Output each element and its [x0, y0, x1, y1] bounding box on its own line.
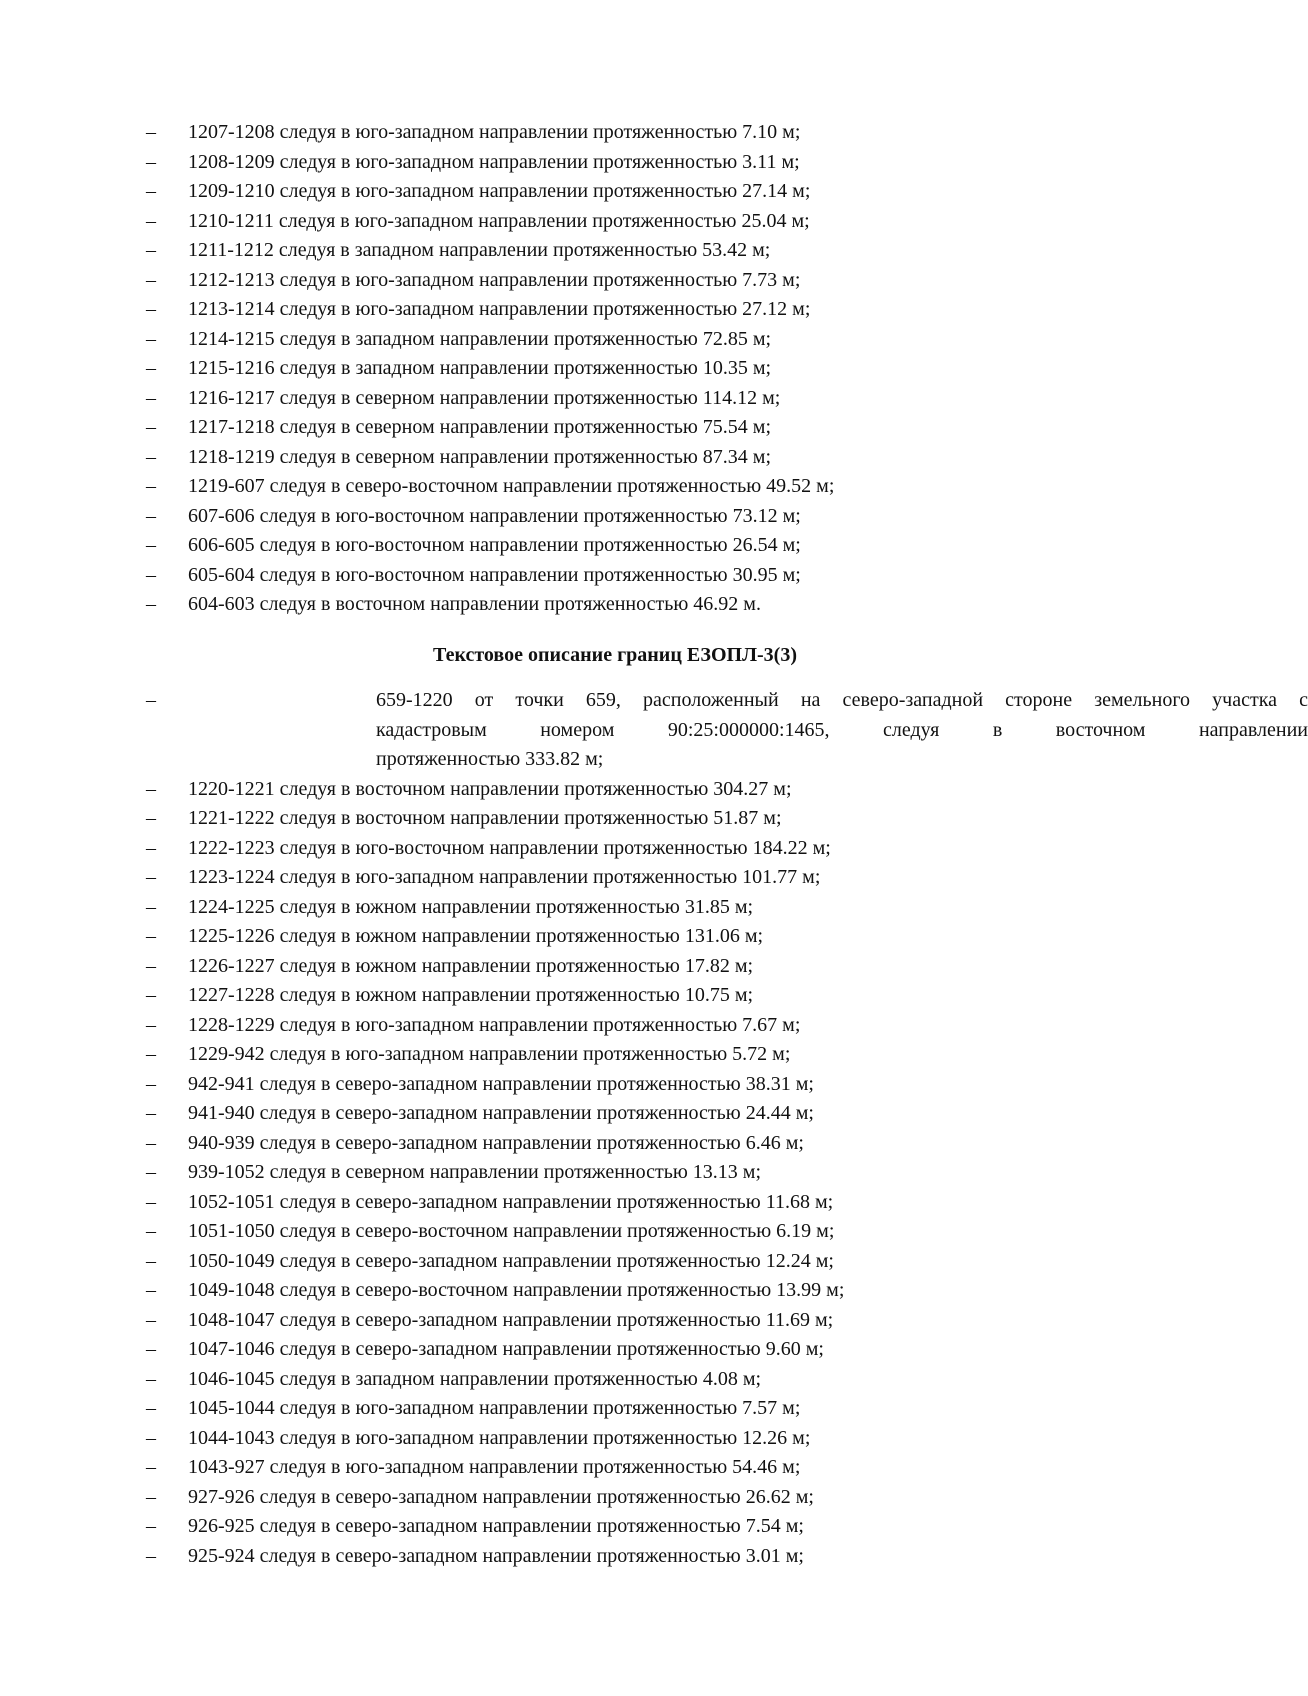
list-item-text: 1051-1050 следуя в северо-восточном направлении протяженностью 6.19 м;: [188, 1220, 835, 1242]
list-item: [0, 236, 1200, 266]
list-item: [0, 1483, 1200, 1513]
list-dash: –: [146, 445, 156, 468]
list-dash: –: [146, 268, 156, 291]
list-dash: –: [146, 209, 156, 232]
list-item-text: 1044-1043 следуя в юго-западном направлении протяженностью 12.26 м;: [188, 1426, 811, 1449]
list-dash: –: [146, 1515, 156, 1537]
list-item-text: 1213-1214 следуя в юго-западном направлении протяженностью 27.12 м;: [188, 298, 811, 320]
list-item: [0, 952, 1200, 982]
list-item-text: 925-924 следуя в северо-западном направлении протяженностью 3.01 м;: [188, 1544, 804, 1567]
list-item-text: 1212-1213 следуя в юго-западном направлении протяженностью 7.73 м;: [188, 268, 801, 291]
list-item: [0, 1217, 1200, 1247]
list-item-line: протяженностью 333.82 м;: [376, 748, 604, 770]
list-dash: –: [146, 1190, 156, 1213]
list-item: [0, 1099, 1200, 1129]
list-dash: –: [146, 1102, 156, 1124]
list-item-text: 1218-1219 следуя в северном направлении протяженностью 87.34 м;: [188, 445, 772, 468]
list-item: [0, 561, 1200, 591]
list-item: [0, 686, 1308, 775]
list-item: [0, 207, 1200, 237]
list-item-text: 941-940 следуя в северо-западном направлении протяженностью 24.44 м;: [188, 1102, 814, 1124]
list-item: [0, 295, 1200, 325]
list-item-line: кадастровым номером 90:25:000000:1465, следуя в восточном направлении: [376, 718, 1308, 741]
list-dash: –: [146, 593, 156, 615]
list-item: [0, 118, 1200, 148]
list-item: [0, 266, 1200, 296]
list-item-text: 1220-1221 следуя в восточном направлении протяженностью 304.27 м;: [188, 777, 792, 800]
list-item-text: 1047-1046 следуя в северо-западном направлении протяженностью 9.60 м;: [188, 1338, 824, 1360]
list-item: [0, 863, 1200, 893]
list-item-text: 604-603 следуя в восточном направлении протяженностью 46.92 м.: [188, 593, 761, 615]
list-item-text: 1214-1215 следуя в западном направлении протяженностью 72.85 м;: [188, 327, 772, 350]
list-item-text: 1210-1211 следуя в юго-западном направлении протяженностью 25.04 м;: [188, 209, 810, 232]
list-dash: –: [146, 357, 156, 379]
list-item: [0, 1276, 1200, 1306]
list-item-text: 1222-1223 следуя в юго-восточном направлении протяженностью 184.22 м;: [188, 836, 831, 859]
list-item-text: 1226-1227 следуя в южном направлении протяженностью 17.82 м;: [188, 954, 754, 977]
list-dash: –: [146, 1426, 156, 1449]
list-dash: –: [146, 1397, 156, 1419]
list-item: [0, 384, 1200, 414]
list-item: [0, 1306, 1200, 1336]
list-item-text: 1048-1047 следуя в северо-западном направлении протяженностью 11.69 м;: [188, 1308, 834, 1331]
list-item-text: 605-604 следуя в юго-восточном направлении протяженностью 30.95 м;: [188, 563, 801, 586]
list-dash: –: [146, 954, 156, 977]
list-dash: –: [146, 1043, 156, 1065]
section-heading: Текстовое описание границ ЕЗОПЛ-3(3): [433, 644, 797, 666]
list-dash: –: [146, 150, 156, 173]
list-item: [0, 1394, 1200, 1424]
list-item: [0, 1335, 1200, 1365]
list-item: [0, 834, 1200, 864]
list-item-text: 1208-1209 следуя в юго-западном направлении протяженностью 3.11 м;: [188, 150, 800, 173]
list-dash: –: [146, 866, 156, 888]
list-item: [0, 1542, 1200, 1572]
list-item-text: 1207-1208 следуя в юго-западном направлении протяженностью 7.10 м;: [188, 121, 801, 143]
list-item-text: 1211-1212 следуя в западном направлении протяженностью 53.42 м;: [188, 239, 771, 261]
list-item: [0, 502, 1200, 532]
list-item: [0, 472, 1200, 502]
list-dash: –: [146, 121, 156, 143]
list-dash: –: [146, 1131, 156, 1154]
list-dash: –: [146, 475, 156, 497]
boundary-list-section-2: [0, 686, 1308, 1571]
list-item-text: 1046-1045 следуя в западном направлении протяженностью 4.08 м;: [188, 1367, 762, 1390]
list-item-text: 1049-1048 следуя в северо-восточном направлении протяженностью 13.99 м;: [188, 1279, 845, 1301]
list-item-text: 1228-1229 следуя в юго-западном направлении протяженностью 7.67 м;: [188, 1013, 801, 1036]
list-item-text: 939-1052 следуя в северном направлении протяженностью 13.13 м;: [188, 1161, 762, 1183]
list-item: [0, 413, 1200, 443]
list-item: [0, 1070, 1200, 1100]
list-item: [0, 804, 1200, 834]
boundary-list-section-1: [0, 118, 1200, 620]
list-dash: –: [146, 1485, 156, 1508]
list-item-text: 1052-1051 следуя в северо-западном направлении протяженностью 11.68 м;: [188, 1190, 834, 1213]
list-item: [0, 1188, 1200, 1218]
list-dash: –: [146, 386, 156, 409]
list-item-text: 1050-1049 следуя в северо-западном направлении протяженностью 12.24 м;: [188, 1249, 834, 1272]
list-item-text: 1043-927 следуя в юго-западном направлении протяженностью 54.46 м;: [188, 1456, 801, 1478]
list-dash: –: [146, 534, 156, 556]
list-item-text: 1223-1224 следуя в юго-западном направлении протяженностью 101.77 м;: [188, 866, 821, 888]
list-item-text: 1219-607 следуя в северо-восточном направлении протяженностью 49.52 м;: [188, 475, 835, 497]
list-item: [0, 893, 1200, 923]
list-dash: –: [146, 1367, 156, 1390]
list-item: [0, 1365, 1200, 1395]
list-dash: –: [146, 563, 156, 586]
list-item-text: [376, 686, 1308, 775]
list-item: [0, 1040, 1200, 1070]
list-dash: –: [146, 1544, 156, 1567]
list-item-text: 927-926 следуя в северо-западном направлении протяженностью 26.62 м;: [188, 1485, 814, 1508]
list-item: [0, 1247, 1200, 1277]
list-item-text: 1045-1044 следуя в юго-западном направлении протяженностью 7.57 м;: [188, 1397, 801, 1419]
list-item-text: 1215-1216 следуя в западном направлении протяженностью 10.35 м;: [188, 357, 772, 379]
list-dash: –: [146, 504, 156, 527]
list-dash: –: [146, 298, 156, 320]
list-item-text: 1224-1225 следуя в южном направлении протяженностью 31.85 м;: [188, 895, 754, 918]
list-dash: –: [146, 239, 156, 261]
list-item-text: 1216-1217 следуя в северном направлении протяженностью 114.12 м;: [188, 386, 781, 409]
list-dash: –: [146, 1279, 156, 1301]
list-item: [0, 177, 1200, 207]
list-dash: –: [146, 1338, 156, 1360]
list-dash: –: [146, 1013, 156, 1036]
list-dash: –: [146, 327, 156, 350]
list-item-text: 1229-942 следуя в юго-западном направлении протяженностью 5.72 м;: [188, 1043, 791, 1065]
list-item-text: 1221-1222 следуя в восточном направлении протяженностью 51.87 м;: [188, 807, 782, 829]
list-dash: –: [146, 895, 156, 918]
list-dash: –: [146, 777, 156, 800]
list-dash: –: [146, 1161, 156, 1183]
list-item-text: 926-925 следуя в северо-западном направлении протяженностью 7.54 м;: [188, 1515, 804, 1537]
list-dash: –: [146, 180, 156, 202]
list-dash: –: [146, 416, 156, 438]
list-dash: –: [146, 1456, 156, 1478]
list-item: [0, 1512, 1200, 1542]
list-item: [0, 1158, 1200, 1188]
list-item: [0, 1129, 1200, 1159]
list-item-text: 1225-1226 следуя в южном направлении протяженностью 131.06 м;: [188, 925, 764, 947]
list-dash: –: [146, 1308, 156, 1331]
list-item: [0, 148, 1200, 178]
list-item-text: 1209-1210 следуя в юго-западном направлении протяженностью 27.14 м;: [188, 180, 811, 202]
list-item: [0, 1011, 1200, 1041]
list-dash: –: [146, 1249, 156, 1272]
list-item-text: 940-939 следуя в северо-западном направлении протяженностью 6.46 м;: [188, 1131, 804, 1154]
list-item: [0, 443, 1200, 473]
list-dash: –: [146, 807, 156, 829]
list-dash: –: [146, 1220, 156, 1242]
list-item-line: 659-1220 от точки 659, расположенный на северо-западной стороне земельного участка с: [376, 689, 1308, 711]
list-dash: –: [146, 1072, 156, 1095]
list-item-text: 606-605 следуя в юго-восточном направлении протяженностью 26.54 м;: [188, 534, 801, 556]
list-item: [0, 354, 1200, 384]
list-item: [0, 922, 1200, 952]
list-item-text: 1217-1218 следуя в северном направлении протяженностью 75.54 м;: [188, 416, 772, 438]
list-dash: –: [146, 836, 156, 859]
list-item: [0, 325, 1200, 355]
list-item-text: 1227-1228 следуя в южном направлении протяженностью 10.75 м;: [188, 984, 754, 1006]
list-item: [0, 1453, 1200, 1483]
list-item: [0, 531, 1200, 561]
list-item: [0, 1424, 1200, 1454]
list-item-text: 942-941 следуя в северо-западном направлении протяженностью 38.31 м;: [188, 1072, 814, 1095]
list-dash: –: [146, 984, 156, 1006]
list-dash: –: [146, 689, 156, 711]
list-dash: –: [146, 925, 156, 947]
list-item-text: 607-606 следуя в юго-восточном направлении протяженностью 73.12 м;: [188, 504, 801, 527]
list-item: [0, 981, 1200, 1011]
list-item: [0, 590, 1200, 620]
list-item: [0, 775, 1200, 805]
